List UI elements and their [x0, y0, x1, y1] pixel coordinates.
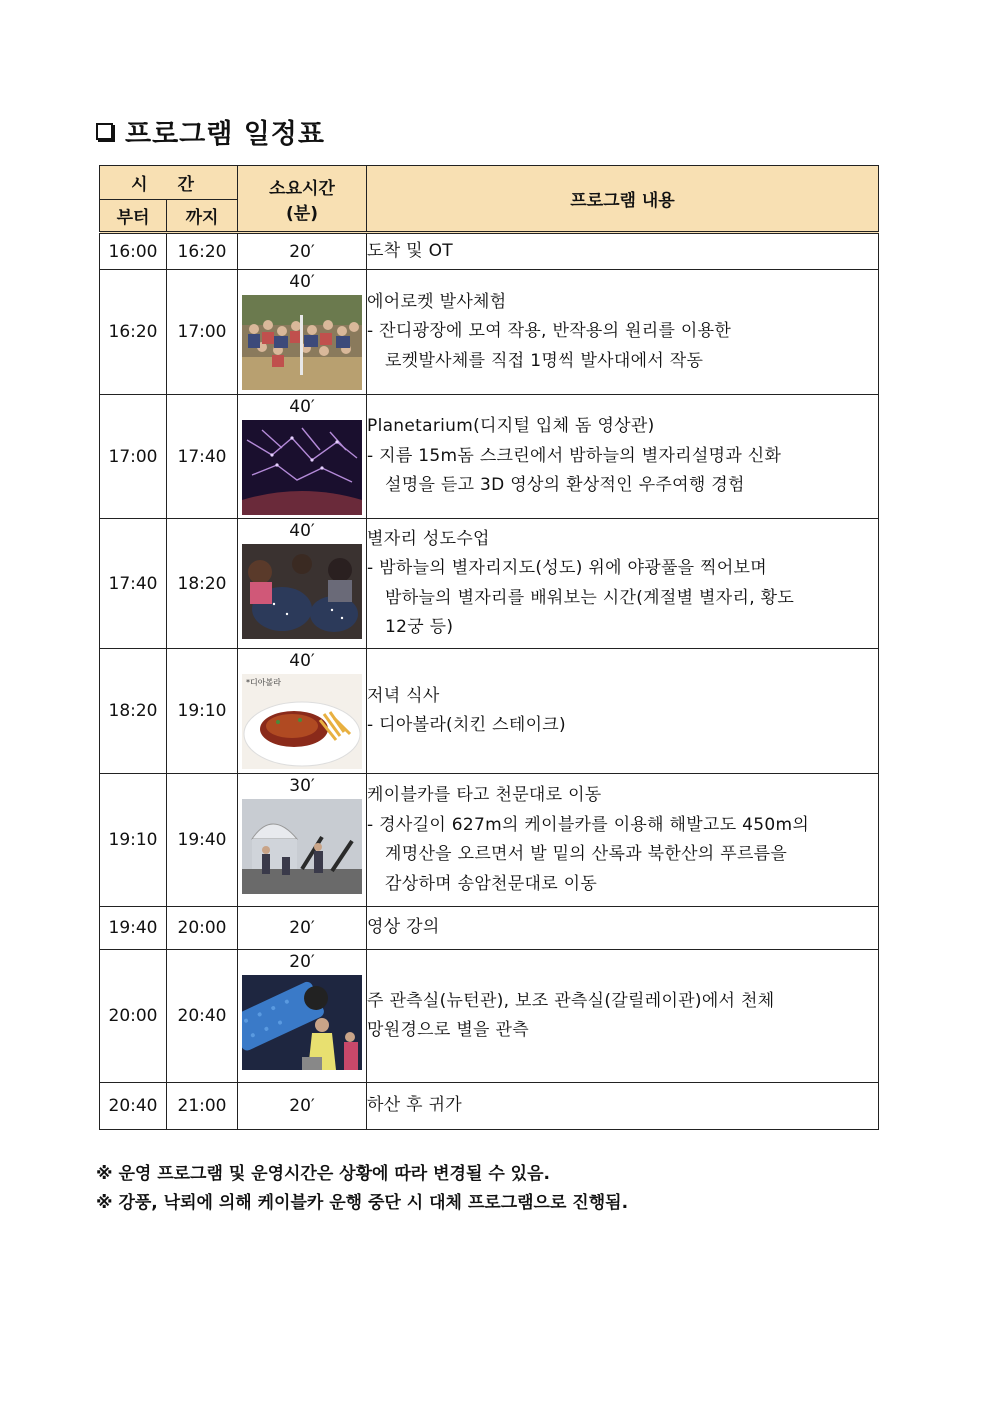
row-duration-cell	[238, 270, 367, 395]
row-content	[367, 649, 879, 774]
row-from: 19:10	[100, 774, 167, 907]
aerorocket-group-photo	[242, 295, 362, 390]
content-line: 별자리 성도수업	[367, 528, 490, 549]
row-duration-cell	[238, 519, 367, 649]
row-to: 20:00	[167, 907, 238, 950]
row-content	[367, 1083, 879, 1130]
row-duration: 20′	[238, 233, 367, 270]
row-duration: 40′	[289, 272, 315, 292]
row-to: 18:20	[167, 519, 238, 649]
content-line: 감상하며 송암천문대로 이동	[385, 873, 598, 894]
row-content	[367, 907, 879, 950]
row-from: 20:40	[100, 1083, 167, 1130]
content-line: 주 관측실(뉴턴관), 보조 관측실(갈릴레이관)에서 천체	[367, 990, 775, 1011]
header-time: 시 간	[100, 166, 238, 200]
row-duration: 30′	[289, 776, 315, 796]
row-duration: 40′	[289, 651, 315, 671]
table-row	[100, 1083, 879, 1130]
row-duration-cell	[238, 649, 367, 774]
header-content: 프로그램 내용	[367, 166, 879, 233]
content-line: 하산 후 귀가	[367, 1095, 463, 1116]
row-from: 17:40	[100, 519, 167, 649]
content-line: - 잔디광장에 모여 작용, 반작용의 원리를 이용한	[367, 321, 732, 342]
row-content	[367, 774, 879, 907]
row-duration-cell	[238, 395, 367, 519]
star-chart-class-photo	[242, 544, 362, 639]
row-duration: 40′	[289, 397, 315, 417]
table-row	[100, 233, 879, 270]
row-to: 21:00	[167, 1083, 238, 1130]
row-to: 19:40	[167, 774, 238, 907]
photo-caption: *디아볼라	[246, 678, 281, 687]
row-content	[367, 519, 879, 649]
row-to: 19:10	[167, 649, 238, 774]
content-line: 12궁 등)	[385, 617, 454, 637]
content-line: 에어로켓 발사체험	[367, 291, 507, 312]
row-from: 19:40	[100, 907, 167, 950]
row-from: 16:20	[100, 270, 167, 395]
table-row	[100, 395, 879, 519]
row-content	[367, 395, 879, 519]
note-item: ※ 강풍, 낙뢰에 의해 케이블카 운행 중단 시 대체 프로그램으로 진행됨.	[96, 1193, 629, 1213]
row-duration: 20′	[238, 1083, 367, 1130]
row-to: 16:20	[167, 233, 238, 270]
content-line: - 지름 15m돔 스크린에서 밤하늘의 별자리설명과 신화	[367, 445, 782, 466]
content-line: - 디아볼라(치킨 스테이크)	[367, 715, 566, 735]
row-duration: 40′	[289, 521, 315, 541]
content-line: 계명산을 오르면서 발 밑의 산록과 북한산의 푸르름을	[385, 844, 788, 864]
page-title-text: 프로그램 일정표	[125, 119, 325, 150]
schedule-table	[99, 165, 879, 1130]
header-from: 부터	[100, 200, 167, 233]
content-line: - 밤하늘의 별자리지도(성도) 위에 야광풀을 찍어보며	[367, 558, 767, 578]
table-row	[100, 519, 879, 649]
row-from: 18:20	[100, 649, 167, 774]
row-content	[367, 270, 879, 395]
telescope-deck-photo	[242, 799, 362, 894]
row-duration: 20′	[238, 907, 367, 950]
content-line: - 경사길이 627m의 케이블카를 이용해 해발고도 450m의	[367, 814, 810, 835]
table-row	[100, 649, 879, 774]
content-line: 저녁 식사	[367, 685, 440, 706]
header-duration	[238, 166, 367, 233]
table-row	[100, 907, 879, 950]
row-duration-cell	[238, 950, 367, 1083]
table-row	[100, 950, 879, 1083]
header-duration-line2: (분)	[286, 203, 318, 224]
row-to: 17:00	[167, 270, 238, 395]
content-line: 도착 및 OT	[367, 240, 453, 261]
page-title	[96, 112, 325, 151]
row-to: 17:40	[167, 395, 238, 519]
row-from: 20:00	[100, 950, 167, 1083]
checkbox-square-icon	[96, 123, 113, 140]
note-item: ※ 운영 프로그램 및 운영시간은 상황에 따라 변경될 수 있음.	[96, 1164, 550, 1184]
table-row	[100, 270, 879, 395]
content-line: Planetarium(디지털 입체 돔 영상관)	[367, 416, 655, 437]
content-line: 설명을 듣고 3D 영상의 환상적인 우주여행 경험	[385, 475, 745, 496]
row-duration-cell	[238, 774, 367, 907]
row-duration: 20′	[289, 952, 315, 972]
table-row	[100, 774, 879, 907]
planetarium-dome-photo	[242, 420, 362, 515]
row-from: 16:00	[100, 233, 167, 270]
content-line: 로켓발사체를 직접 1명씩 발사대에서 작동	[385, 350, 704, 371]
row-content	[367, 950, 879, 1083]
observatory-telescope-photo	[242, 975, 362, 1070]
content-line: 케이블카를 타고 천문대로 이동	[367, 785, 602, 805]
header-to: 까지	[167, 200, 238, 233]
row-content	[367, 233, 879, 270]
content-line: 영상 강의	[367, 917, 440, 938]
notes	[96, 1160, 628, 1218]
content-line: 밤하늘의 별자리를 배워보는 시간(계절별 별자리, 황도	[385, 587, 795, 608]
header-duration-line1: 소요시간	[269, 178, 335, 199]
row-to: 20:40	[167, 950, 238, 1083]
content-line: 망원경으로 별을 관측	[367, 1020, 529, 1040]
row-from: 17:00	[100, 395, 167, 519]
chicken-steak-photo	[242, 674, 362, 769]
